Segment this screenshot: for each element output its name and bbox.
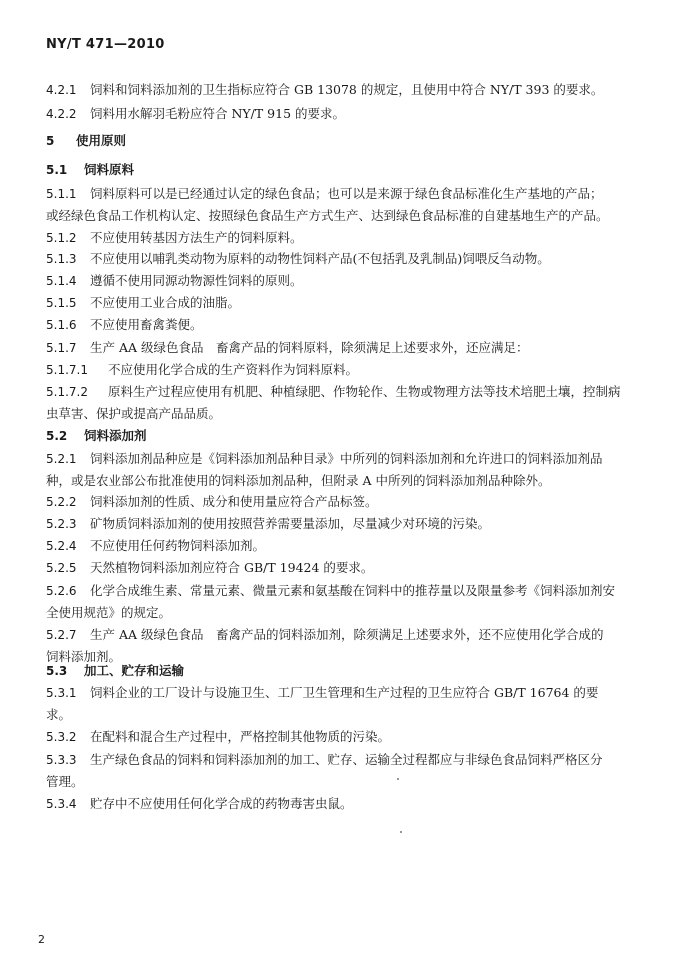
- clause-text: 饲料添加剂品种应是《饲料添加剂品种目录》中所列的饲料添加剂和允许进口的饲料添加剂品: [90, 451, 603, 466]
- text-line: [46, 727, 636, 747]
- clause-number: 5.1: [46, 163, 68, 177]
- text-line: [46, 382, 636, 402]
- clause-text: 原料生产过程应使用有机肥、种植绿肥、作物轮作、生物或物理方法等技术培肥土壤，控制病: [108, 384, 621, 399]
- text-line: [46, 228, 636, 248]
- clause-number: 5.1.5: [46, 296, 77, 310]
- clause-number: 5.3: [46, 664, 68, 678]
- text-line: [46, 750, 636, 770]
- clause-text: 不应使用以哺乳类动物为原料的动物性饲料产品(不包括乳及乳制品)饲喂反刍动物。: [90, 251, 550, 266]
- clause-number: 5.2.5: [46, 561, 77, 575]
- clause-text: 饲料添加剂的性质、成分和使用量应符合产品标签。: [90, 494, 378, 509]
- clause-number: 5.2.2: [46, 495, 77, 509]
- text-line: [46, 184, 636, 204]
- clause-number: 5.1.1: [46, 187, 77, 201]
- clause-number: 5.1.4: [46, 274, 77, 288]
- clause-text: 饲料添加剂。: [46, 649, 122, 664]
- clause-number: 4.2.1: [46, 83, 77, 97]
- text-line: [46, 360, 636, 380]
- text-line: [46, 492, 636, 512]
- clause-text: 生产 AA 级绿色食品 畜禽产品的饲料原料，除须满足上述要求外，还应满足：: [90, 340, 529, 355]
- clause-number: 5.1.2: [46, 231, 77, 245]
- clause-number: 5.2.3: [46, 517, 77, 531]
- clause-text: 求。: [46, 707, 72, 722]
- clause-number: 5.2.4: [46, 539, 77, 553]
- text-line: [46, 683, 636, 703]
- clause-text: 生产 AA 级绿色食品 畜禽产品的饲料添加剂，除须满足上述要求外，还不应使用化学合成的: [90, 627, 604, 642]
- clause-number: 5.1.7: [46, 341, 77, 355]
- clause-number: 5: [46, 134, 55, 148]
- text-line: [46, 404, 636, 424]
- clause-text: 饲料用水解羽毛粉应符合 NY/T 915 的要求。: [90, 106, 346, 121]
- clause-number: 5.3.3: [46, 753, 77, 767]
- clause-text: 天然植物饲料添加剂应符合 GB/T 19424 的要求。: [90, 560, 374, 575]
- clause-text: 遵循不使用同源动物源性饲料的原则。: [90, 273, 303, 288]
- text-line: [46, 603, 636, 623]
- clause-text: 加工、贮存和运输: [84, 663, 185, 678]
- clause-text: 或经绿色食品工作机构认定、按照绿色食品生产方式生产、达到绿色食品标准的自建基地生产的产品。: [46, 208, 609, 223]
- text-line: [46, 315, 636, 335]
- clause-text: 不应使用转基因方法生产的饲料原料。: [90, 230, 303, 245]
- clause-number: 4.2.2: [46, 107, 77, 121]
- clause-number: 5.3.2: [46, 730, 77, 744]
- section-heading: [46, 661, 636, 681]
- page-number: 2: [38, 933, 45, 946]
- clause-text: 虫草害、保护或提高产品品质。: [46, 406, 222, 421]
- clause-number: 5.1.6: [46, 318, 77, 332]
- clause-number: 5.3.4: [46, 797, 77, 811]
- clause-text: 饲料添加剂: [84, 428, 147, 443]
- clause-number: 5.1.7.1: [46, 363, 88, 377]
- clause-number: 5.3.1: [46, 686, 77, 700]
- clause-text: 不应使用任何药物饲料添加剂。: [90, 538, 266, 553]
- clause-text: 在配料和混合生产过程中，严格控制其他物质的污染。: [90, 729, 391, 744]
- text-line: [46, 80, 636, 100]
- clause-text: 矿物质饲料添加剂的使用按照营养需要量添加，尽量减少对环境的污染。: [90, 516, 491, 531]
- section-heading: [46, 131, 636, 151]
- scan-speck: [400, 831, 402, 833]
- clause-text: 不应使用化学合成的生产资料作为饲料原料。: [108, 362, 359, 377]
- text-line: [46, 772, 636, 792]
- text-line: [46, 581, 636, 601]
- clause-text: 不应使用畜禽粪便。: [90, 317, 203, 332]
- clause-text: 管理。: [46, 774, 84, 789]
- clause-number: 5.1.3: [46, 252, 77, 266]
- clause-text: 不应使用工业合成的油脂。: [90, 295, 241, 310]
- text-line: [46, 206, 636, 226]
- section-heading: [46, 426, 636, 446]
- clause-number: 5.1.7.2: [46, 385, 88, 399]
- clause-text: 使用原则: [76, 133, 127, 148]
- scan-speck: [397, 778, 399, 780]
- standard-header: NY/T 471—2010: [46, 37, 165, 52]
- clause-text: 饲料原料可以是已经通过认定的绿色食品；也可以是来源于绿色食品标准化生产基地的产品；: [90, 186, 603, 201]
- text-line: [46, 558, 636, 578]
- clause-text: 饲料企业的工厂设计与设施卫生、工厂卫生管理和生产过程的卫生应符合 GB/T 16764 的要: [90, 685, 599, 700]
- text-line: [46, 625, 636, 645]
- clause-text: 种，或是农业部公布批准使用的饲料添加剂品种，但附录 A 中所列的饲料添加剂品种除外。: [46, 473, 551, 488]
- text-line: [46, 794, 636, 814]
- text-line: [46, 536, 636, 556]
- clause-number: 5.2.7: [46, 628, 77, 642]
- clause-text: 贮存中不应使用任何化学合成的药物毒害虫鼠。: [90, 796, 353, 811]
- clause-number: 5.2.6: [46, 584, 77, 598]
- text-line: [46, 249, 636, 269]
- text-line: [46, 705, 636, 725]
- text-line: [46, 293, 636, 313]
- text-line: [46, 271, 636, 291]
- clause-text: 生产绿色食品的饲料和饲料添加剂的加工、贮存、运输全过程都应与非绿色食品饲料严格区分: [90, 752, 603, 767]
- section-heading: [46, 160, 636, 180]
- text-line: [46, 514, 636, 534]
- clause-number: 5.2.1: [46, 452, 77, 466]
- clause-text: 饲料原料: [84, 162, 135, 177]
- clause-text: 饲料和饲料添加剂的卫生指标应符合 GB 13078 的规定，且使用中符合 NY/T 393 的要求。: [90, 82, 604, 97]
- clause-text: 化学合成维生素、常量元素、微量元素和氨基酸在饲料中的推荐量以及限量参考《饲料添加剂安: [90, 583, 616, 598]
- text-line: [46, 104, 636, 124]
- text-line: [46, 449, 636, 469]
- clause-number: 5.2: [46, 429, 68, 443]
- text-line: [46, 471, 636, 491]
- text-line: [46, 338, 636, 358]
- clause-text: 全使用规范》的规定。: [46, 605, 172, 620]
